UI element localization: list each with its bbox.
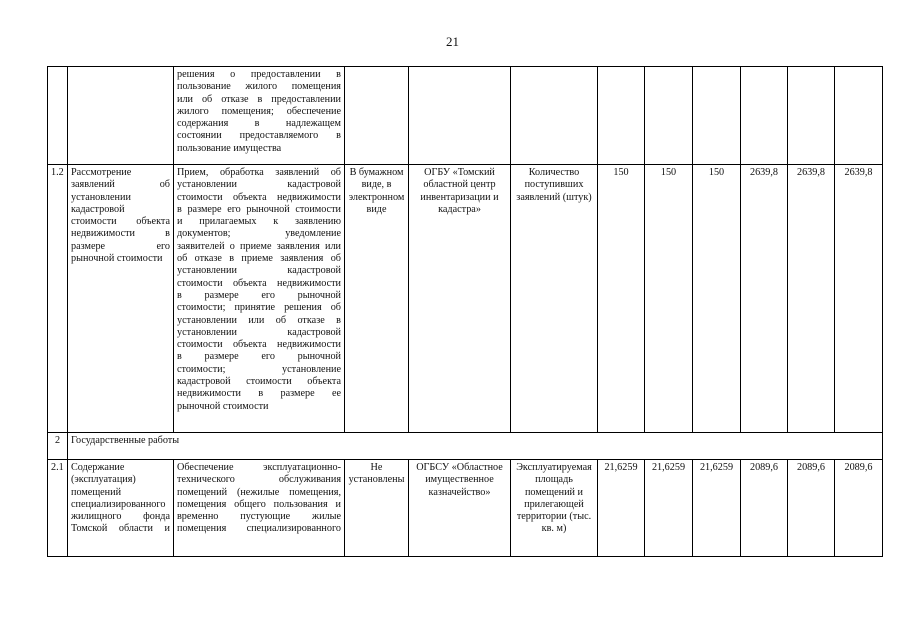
continued-description: решения о предоставлении в пользование жилого помещения или об отказе в предоставлении жилого помещения; обеспечение содержания в надлежащем состоянии предоставляемого в пользование имущества: [174, 67, 345, 165]
services-table: [47, 66, 883, 557]
continued-row: [48, 67, 883, 165]
service-name: Рассмотрение заявлений об установлении кадастровой стоимости объекта недвижимости в размере его рыночной стоимости: [68, 165, 174, 433]
service-form: В бумажном виде, в электронном виде: [345, 165, 409, 433]
page-number: 21: [446, 34, 459, 49]
section-number: 2: [48, 433, 68, 460]
service-form: Не установлены: [345, 460, 409, 557]
section-title: Государственные работы: [68, 433, 883, 460]
table-row: [48, 460, 883, 557]
funding-value: 2639,8: [741, 165, 788, 433]
service-name: Содержание (эксплуатация) помещений специализированного жилищного фонда Томской области и: [68, 460, 174, 557]
funding-value: 2639,8: [788, 165, 835, 433]
volume-value: 21,6259: [645, 460, 693, 557]
volume-value: 150: [598, 165, 645, 433]
volume-value: 21,6259: [598, 460, 645, 557]
service-description: Прием, обработка заявлений об установлении кадастровой стоимости объекта недвижимости в размере его рыночной стоимости и прилагаемых к заявлению документов; уведомление заявителей о приеме заявления или об отказе в приеме заявления об установлении кадастровой стоимости объекта недвижимости в размере его рыночной стоимости; принятие решения об установлении или об отказе в установлении кадастровой стоимости объекта недвижимости в размере его рыночной стоимости; установление кадастровой стоимости объекта недвижимости в размере ее рыночной стоимости: [174, 165, 345, 433]
service-provider: ОГБСУ «Областное имущественное казначейство»: [409, 460, 511, 557]
service-description: Обеспечение эксплуатационно- технического обслуживания помещений (нежилые помещения, помещения общего пользования и временно пустующие жилые помещения специализированного: [174, 460, 345, 557]
volume-value: 21,6259: [693, 460, 741, 557]
service-provider: ОГБУ «Томский областной центр инвентаризации и кадастра»: [409, 165, 511, 433]
section-row: [48, 433, 883, 460]
funding-value: 2089,6: [835, 460, 883, 557]
volume-indicator: Количество поступивших заявлений (штук): [511, 165, 598, 433]
row-number: 1.2: [48, 165, 68, 433]
funding-value: 2639,8: [835, 165, 883, 433]
row-number: 2.1: [48, 460, 68, 557]
table-row: [48, 165, 883, 433]
funding-value: 2089,6: [788, 460, 835, 557]
funding-value: 2089,6: [741, 460, 788, 557]
volume-indicator: Эксплуатируемая площадь помещений и прилегающей территории (тыс. кв. м): [511, 460, 598, 557]
volume-value: 150: [645, 165, 693, 433]
volume-value: 150: [693, 165, 741, 433]
